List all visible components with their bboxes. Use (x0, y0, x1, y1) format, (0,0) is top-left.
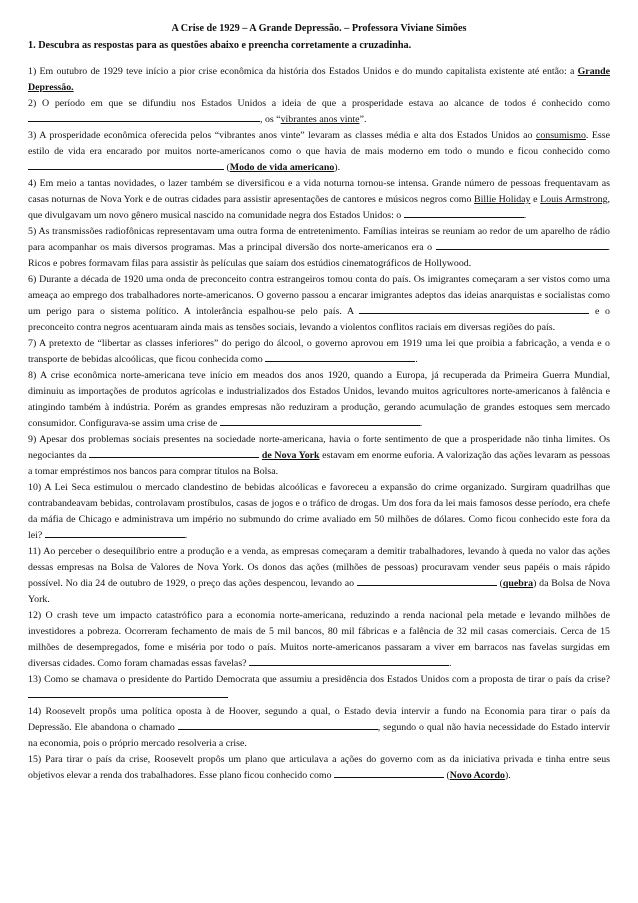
answer-blank[interactable] (28, 688, 228, 698)
answer-quebra: quebra (502, 578, 534, 589)
question-6: 6) Durante a década de 1920 uma onda de preconceito contra estrangeiros tomou conta do país. Os imigrantes começaram a ser vistos como uma ameaça ao emprego dos trabalhadores norte-americanos. O governo passou a encarar imigrantes adeptos das ideias anarquistas e socialistas como um perigo para o sistema político. A intolerância espalhou-se pelo país. A e o preconceito contra negros acentuaram ainda mais as tensões sociais, levando a violentos conflitos raciais em diversas regiões do país. (28, 274, 610, 333)
question-5: 5) As transmissões radiofônicas representavam uma outra forma de entretenimento. Famílias inteiras se reuniam ao redor de um aparelho de rádio para acompanhar os mais diversos programas. Mas a principal diversão dos norte-americanos era o . Ricos e pobres formavam filas para assistir às películas que saíam dos estúdios cinematográficos de Hollywood. (28, 226, 610, 269)
question-15: 15) Para tirar o país da crise, Roosevelt propôs um plano que articulava a ações do governo com as da iniciativa privada e tinha entre seus objetivos elevar a renda dos trabalhadores. Esse plano ficou conhecido como (Novo Acordo). (28, 754, 610, 781)
answer-blank[interactable] (28, 112, 260, 122)
question-13: 13) Como se chamava o presidente do Partido Democrata que assumiu a presidência dos Estados Unidos com a proposta de tirar o país da crise? (28, 672, 610, 704)
answer-blank[interactable] (265, 352, 415, 362)
answer-de-nova-york: de Nova York (261, 450, 320, 461)
answer-blank[interactable] (357, 576, 497, 586)
question-8: 8) A crise econômica norte-americana teve início em meados dos anos 1920, quando a Europa, já recuperada da Primeira Guerra Mundial, diminuiu as importações de produtos agrícolas e industrializados dos Estados Unidos, levando muitos agricultores norte-americanos à falência e atingindo também à indústria. Porém as grandes empresas não reduziram a produção, gerando acumulação de grandes estoques sem mercado consumidor. Configurava-se assim uma crise de . (28, 370, 610, 429)
question-10: 10) A Lei Seca estimulou o mercado clandestino de bebidas alcoólicas e favoreceu a expansão do crime organizado. Surgiram quadrilhas que contrabandeavam bebidas, controlavam prostíbulos, casas de jogos e o tráfico de drogas. Um dos fora da lei mais famosos desse período, era chefe da máfia de Chicago e administrava um império no submundo do crime avaliado em 50 milhões de dólares. Como ficou conhecido este fora da lei? . (28, 482, 610, 541)
answer-blank[interactable] (249, 656, 449, 666)
answer-blank[interactable] (404, 208, 524, 218)
answer-blank[interactable] (45, 528, 185, 538)
question-7: 7) A pretexto de “libertar as classes inferiores” do perigo do álcool, o governo aprovou em 1919 uma lei que proibia a fabricação, a venda e o transporte de bebidas alcoólicas, que ficou conhecida como . (28, 338, 610, 365)
answer-blank[interactable] (359, 304, 589, 314)
answer-blank[interactable] (28, 160, 224, 170)
question-4: 4) Em meio a tantas novidades, o lazer também se diversificou e a vida noturna tornou-se intensa. Grande número de pessoas frequentavam as casas noturnas de Nova York e de outras cidades para assistir apresentações de cantores e músicos negros como Billie Holiday e Louis Armstrong, que divulgavam um novo gênero musical nascido na comunidade negra dos Estados Unidos: o . (28, 178, 610, 221)
question-2: 2) O período em que se difundiu nos Estados Unidos a ideia de que a prosperidade estava ao alcance de todos é conhecido como , os “vibrantes anos vinte”. (28, 98, 610, 125)
question-1: 1) Em outubro de 1929 teve início a pior crise econômica da história dos Estados Unidos e do mundo capitalista existente até então: a Grande Depressão. (28, 66, 610, 93)
answer-novo-acordo: Novo Acordo (449, 770, 505, 781)
question-11: 11) Ao perceber o desequilíbrio entre a produção e a venda, as empresas começaram a demitir trabalhadores, levando à queda no valor das ações dessas empresas na Bolsa de Valores de Nova York. Os donos das ações (milhões de pessoas) procuravam vender seus papéis o mais rápido possível. No dia 24 de outubro de 1929, o preço das ações despencou, levando ao (quebra) da Bolsa de Nova York. (28, 546, 610, 605)
answer-blank[interactable] (334, 768, 444, 778)
answer-blank[interactable] (89, 448, 259, 458)
question-12: 12) O crash teve um impacto catastrófico para a economia norte-americana, reduzindo a renda nacional pela metade e levando milhões de investidores a pobreza. Ocorreram fechamento de mais de 5 mil bancos, 80 mil fábricas e a falência de 32 mil casas comerciais. Cerca de 15 milhões de desempregados, fome e miséria por todo o país. Muitos norte-americanos passaram a viver em barracos nas favelas surgidas em diversas cidades. Como foram chamadas essas favelas? . (28, 610, 610, 669)
answer-blank[interactable] (178, 720, 378, 730)
question-14: 14) Roosevelt propôs uma política oposta à de Hoover, segundo a qual, o Estado devia intervir a fundo na Economia para tirar o país da Depressão. Ele abandona o chamado , segundo o qual não havia necessidade do Estado intervir na economia, pois o próprio mercado resolveria a crise. (28, 706, 610, 749)
instruction: 1. Descubra as respostas para as questões abaixo e preencha corretamente a cruzadinha. (28, 40, 412, 51)
question-9: 9) Apesar dos problemas sociais presentes na sociedade norte-americana, havia o forte sentimento de que a prosperidade não tinha limites. Os negociantes da de Nova York estavam em enorme euforia. A valorização das ações levaram as pessoas a tomar empréstimos nos bancos para comprar títulos na Bolsa. (28, 434, 610, 477)
answer-blank[interactable] (436, 240, 608, 250)
question-3: 3) A prosperidade econômica oferecida pelos “vibrantes anos vinte” levaram as classes média e alta dos Estados Unidos ao consumismo. Esse estilo de vida era encarado por muitos norte-americanos como o que havia de mais moderno em todo o mundo e ficou conhecido como (Modo de vida americano). (28, 130, 610, 173)
answer-grande-depressao: Grande Depressão. (28, 66, 610, 93)
answer-blank[interactable] (220, 416, 420, 426)
answer-modo-de-vida-americano: Modo de vida americano (229, 162, 335, 173)
page-title: A Crise de 1929 – A Grande Depressão. – Professora Viviane Simões (171, 23, 467, 34)
